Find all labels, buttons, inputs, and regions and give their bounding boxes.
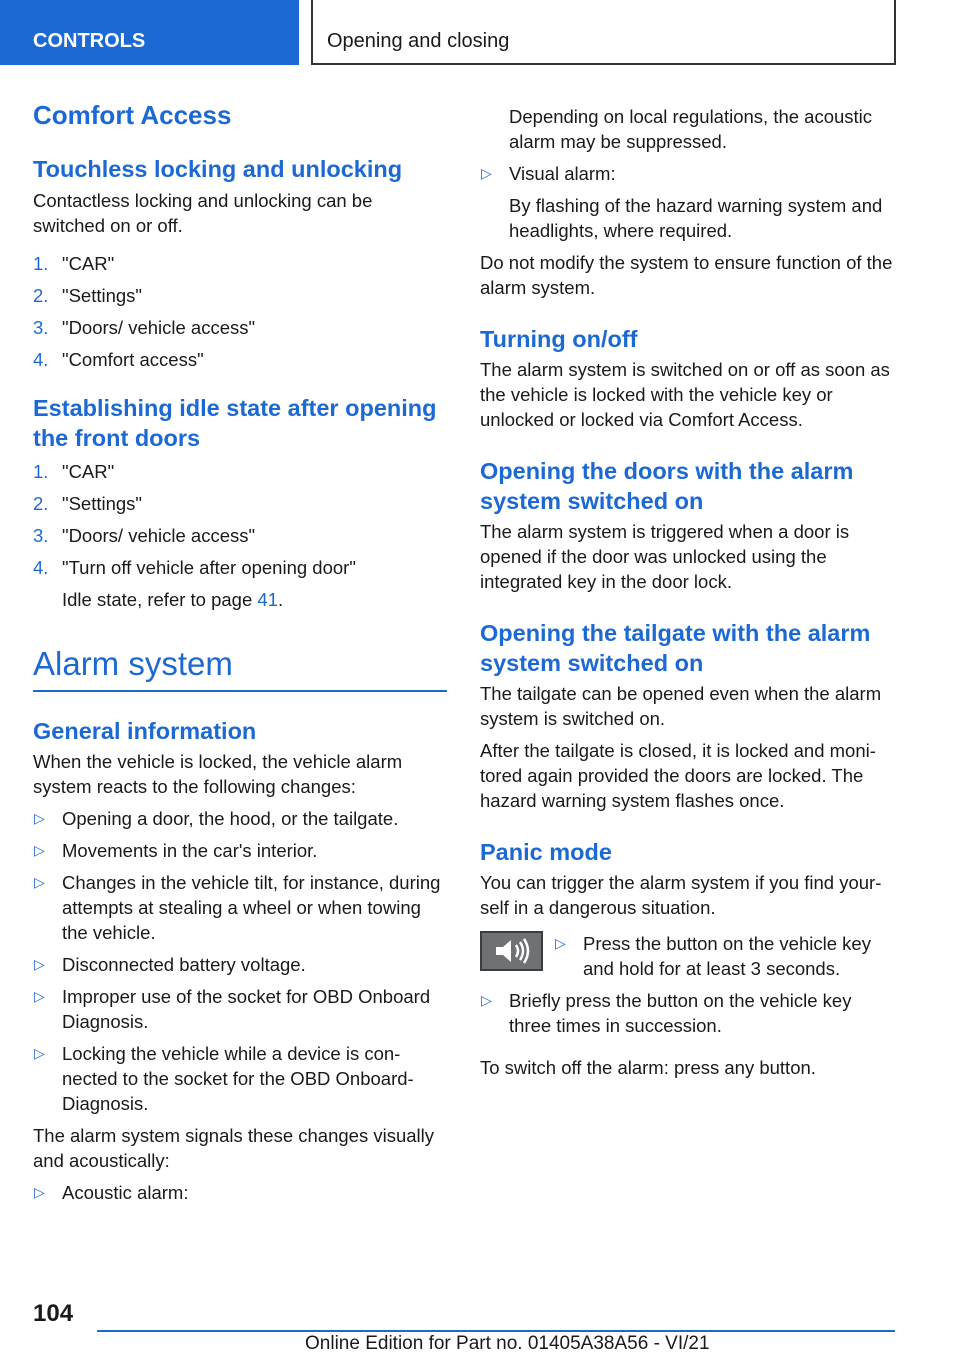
chapter-tab <box>311 0 896 65</box>
list-item: 3. "Doors/ vehicle access" <box>33 525 256 546</box>
list-item: 3. "Doors/ vehicle access" <box>33 317 256 338</box>
comfort-access-heading: Comfort Access <box>33 100 232 130</box>
tailgate-locked-text: After the tailgate is closed, it is locked and monitored again provided the doors are locked. The hazard warning system flashes once. <box>480 740 876 811</box>
list-item: 2. "Settings" <box>33 493 142 514</box>
opening-doors-heading: Opening the doors with the alarm system switched on <box>480 458 854 514</box>
panic-button-icon <box>480 931 543 971</box>
triangle-bullet-icon: ▷ <box>555 935 566 951</box>
alarm-system-heading: Alarm system <box>33 645 233 682</box>
modify-text: Do not modify the system to ensure function of the alarm system. <box>480 252 893 298</box>
turning-on-off-text: The alarm system is switched on or off as soon as the vehicle is locked with the vehicle key or unlocked or locked via Comfort Access. <box>480 359 890 430</box>
list-item: 1. "CAR" <box>33 253 115 274</box>
triangle-bullet-icon: ▷ <box>34 988 45 1004</box>
right-column <box>480 100 898 1080</box>
list-item: ▷ Improper use of the socket for OBD Onboard Diagnosis. <box>34 986 431 1032</box>
panic-step-list <box>554 931 894 988</box>
general-information-text: When the vehicle is locked, the vehicle alarm system reacts to the following changes: <box>33 751 403 797</box>
touchless-steps <box>33 251 447 372</box>
list-item: 4. "Comfort access" <box>33 349 204 370</box>
opening-doors-text: The alarm system is triggered when a door is opened if the door was unlocked using the integrated key in the door lock. <box>480 521 850 592</box>
panic-mode-heading: Panic mode <box>480 839 612 865</box>
edition-text: Online Edition for Part no. 01405A38A56 - VI/21 <box>305 1333 710 1354</box>
panic-step-row <box>480 931 898 981</box>
list-item: 4. "Turn off vehicle after opening door" <box>33 557 356 578</box>
list-item: ▷ Disconnected battery voltage. <box>34 954 306 975</box>
list-item: ▷ Visual alarm: <box>481 163 616 184</box>
chapter-label: Opening and closing <box>327 30 510 52</box>
changes-list <box>33 806 447 1116</box>
switch-off-text: To switch off the alarm: press any button. <box>480 1057 816 1078</box>
acoustic-note: Depending on local regulations, the acoustic alarm may be suppressed. <box>509 106 873 152</box>
triangle-bullet-icon: ▷ <box>34 874 45 890</box>
triangle-bullet-icon: ▷ <box>34 1045 45 1061</box>
list-item: ▷ Acoustic alarm: <box>34 1182 189 1203</box>
left-column <box>33 100 447 1212</box>
list-item: 1. "CAR" <box>33 461 115 482</box>
triangle-bullet-icon: ▷ <box>34 842 45 858</box>
heading-rule <box>33 690 447 692</box>
idle-state-heading: Establishing idle state after opening the front doors <box>33 395 437 451</box>
touchless-text: Contactless locking and unlocking can be switched on or off. <box>33 190 373 236</box>
triangle-bullet-icon: ▷ <box>481 165 492 181</box>
triangle-bullet-icon: ▷ <box>34 956 45 972</box>
page-number: 104 <box>33 1300 74 1327</box>
opening-tailgate-text: The tailgate can be opened even when the alarm system is switched on. <box>480 683 882 729</box>
general-information-heading: General information <box>33 718 257 744</box>
opening-tailgate-heading: Opening the tailgate with the alarm system switched on <box>480 620 871 676</box>
triangle-bullet-icon: ▷ <box>481 992 492 1008</box>
section-tab <box>0 0 299 65</box>
footer-rule <box>97 1330 895 1332</box>
list-item: ▷ Opening a door, the hood, or the tailgate. <box>34 808 399 829</box>
list-item: ▷ Changes in the vehicle tilt, for instance, during attempts at stealing a wheel or when towing the vehicle. <box>34 872 441 943</box>
touchless-heading: Touchless locking and unlocking <box>33 156 403 182</box>
list-item: ▷ Locking the vehicle while a device is connected to the socket for the OBD Onboard-Diagnosis. <box>34 1043 414 1114</box>
idle-steps <box>33 459 447 580</box>
list-item: ▷ Movements in the car's interior. <box>34 840 318 861</box>
section-label: CONTROLS <box>33 30 146 52</box>
idle-page-reference: Idle state, refer to page 41. <box>62 589 284 610</box>
visual-note: By flashing of the hazard warning system and headlights, where required. <box>509 195 883 241</box>
signals-list <box>33 1180 447 1205</box>
panic-step2-list <box>480 988 898 1038</box>
triangle-bullet-icon: ▷ <box>34 810 45 826</box>
signals-text: The alarm system signals these changes visually and acoustically: <box>33 1125 435 1171</box>
turning-on-off-heading: Turning on/off <box>480 326 638 352</box>
visual-list <box>480 161 898 186</box>
triangle-bullet-icon: ▷ <box>34 1184 45 1200</box>
panic-mode-text: You can trigger the alarm system if you find yourself in a dangerous situation. <box>480 872 882 918</box>
list-item: 2. "Settings" <box>33 285 142 306</box>
list-item: ▷ Press the button on the vehicle key and hold for at least 3 seconds. <box>555 933 871 979</box>
list-item: ▷ Briefly press the button on the vehicle key three times in succession. <box>481 990 852 1036</box>
page-link[interactable]: 41 <box>257 589 278 610</box>
